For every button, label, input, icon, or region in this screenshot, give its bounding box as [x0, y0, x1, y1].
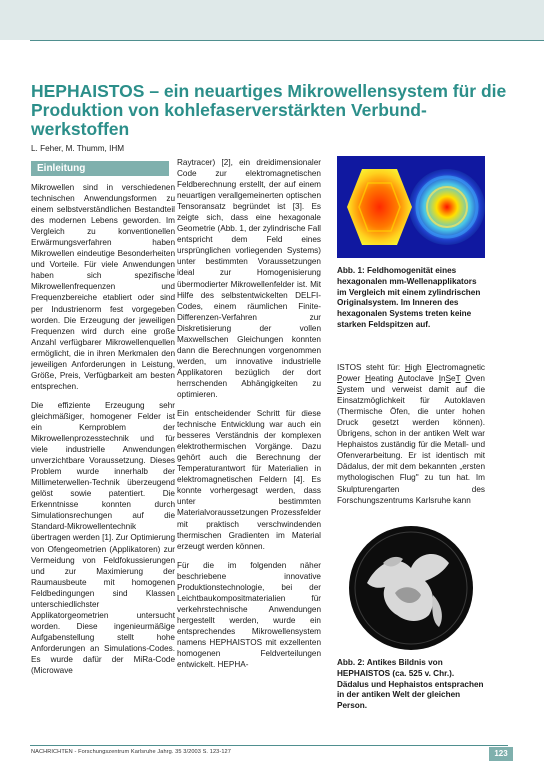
text-run: und verweist damit auf die Einsatzmöglichkeit für Autoklaven (Thermische Öfen, die unter hohen Druck gesetzt werden können). Übrigens, schon in der antiken Welt war Hephaistos zuständig für die Metall- und Ofenverarbeitung. Er ist identisch mit Dädalus, der mit dem bekannten „ersten mythologischen Flug" zu tun hat. Im Skulpturengarten des Forschungszentrums Karlsruhe kann [337, 385, 485, 505]
page-number: 123 [489, 747, 513, 761]
acronym-word-rest: n [441, 374, 446, 384]
column-1 [31, 182, 175, 684]
acronym-word-rest: eating [371, 374, 398, 384]
acronym-letter: S [337, 385, 343, 395]
paragraph: Für die im folgenden näher beschriebene innovative Produktionstechnologie, bei der Leichtbaukompositmaterialien für verkehrstechnische Anwendungen hergestellt werden, wurde ein entsprechendes Mikrowellensystem namens HEPHAISTOS mit exzellenten homogenen Feldverteilungen entwickelt. HEPHA- [177, 560, 321, 670]
paragraph: Raytracer) [2], ein dreidimensionaler Code zur elektromagnetischen Feldberechnung erstellt, der auf einem neuartigen verallgemeinerten optischen Tensoransatz begründet ist [3]. Es zeigte sich, dass eine hexagonale Geometrie (Abb. 1, der zylindrische Fall entspricht dem Feld eines ursprünglichen vorliegenden Systems) unter bestimmten Voraussetzungen ideal zur Homogenisierung übermodierter Mikrowellenfelder ist. Mit Hilfe des selbstentwickelten DELFI-Codes, einem räumlichen Finite-Differenzen-Verfahren zur Diskretisierung der vollen Maxwellschen Gleichungen konnten dann die Berechnungen vorgenommen werden, um innovative industrielle Applikatoren bezüglich der dort herrschenden Abhängigkeiten zu optimieren. [177, 158, 321, 399]
acronym-letter: T [455, 374, 461, 384]
footer-rule [30, 745, 508, 746]
acronym-word-rest: ven [471, 374, 485, 384]
column-3 [337, 362, 485, 514]
paragraph: Mikrowellen sind in verschiedenen technischen Anwendungsformen zu einem selbstverständlichen Bestandteil des modernen Lebens geworden. Im Vergleich zu konventionellen Erwärmungsverfahren haben Mikrowellen eindeutige Besonderheiten und Vorteile. Für viele Anwendungen haben sich spezifische Mikrowellenfrequenzen und Frequenzbereiche etabliert oder sind per Industrienorm fest vorgegeben worden. Die Erzeugung der jeweiligen Frequenzen wird durch eine große Anzahl verfügbarer Mikrowellenquellen ermöglicht, die in ihren Merkmalen den jeweiligen Anforderungen in Leistung, Größe, Preis, Verfügbarkeit am besten entsprechen. [31, 183, 175, 391]
acronym-word-rest: igh [410, 363, 427, 372]
acronym-letter: P [337, 374, 343, 384]
acronym-word-rest: utoclave [403, 374, 439, 384]
paragraph: Die effiziente Erzeugung sehr gleichmäßiger, homogener Felder ist ein Kernproblem der Mikrowellenprozesstechnik und für viele industrielle Anwendungen unverzichtbare Voraussetzung. Dieses Problem wurde innerhalb der Millimeterwellen-Technik überzeugend gelöst sowie patentiert. Die Erkenntnisse konnten durch Simulationsrechungen auf die Standard-Mikrowellentechnik übertragen werden [1]. Zur Optimierung von Ofengeometrien (Applikatoren) zur Vermeidung von Feldfokussierungen und zur Maximierung der Raumausbeute mit homogenen Feldbedingungen sind Klassen unterschiedlichster Applikatorgeometrien untersucht worden. Diese ingenieurmäßige Aufgabenstellung stellt hohe Anforderungen an Simulations-Codes. Es wurde dafür der MiRa-Code (Microwave [31, 400, 175, 676]
footer-citation: NACHRICHTEN - Forschungszentrum Karlsruhe Jahrg. 35 3/2003 S. 123-127 [31, 749, 231, 755]
acronym-word-rest: ystem [342, 385, 365, 395]
article-title: HEPHAISTOS – ein neuartiges Mikrowellensystem für die Produktion von kohlefaserverstärkten Verbund-werkstoffen [31, 81, 507, 139]
acronym-word-rest: ower [342, 374, 366, 384]
paragraph: Ein entscheidender Schritt für diese technische Entwicklung war auch ein besseres Verständnis der komplexen elektrothermischen Vorgänge. Dazu gehört auch die Berechnung der Temperaturantwort für Materialien in elektromagnetischen Feldern [4]. Es konnte vorhergesagt werden, dass unter bestimmten Materialvoraussetzungen Prozessfelder mit praktisch verschwindenden thermischen Gradienten im Material erzeugt werden können. [177, 409, 321, 551]
acronym-letter: H [365, 374, 372, 384]
figure-1-caption: Abb. 1: Feldhomogenität eines hexagonalen mm-Wellenapplikators im Vergleich mit einem zylindrischen Originalsystem. Im Inneren des hexagonalen Systems treten keine starken Feldspitzen auf. [337, 266, 481, 329]
figure-2-caption: Abb. 2: Antikes Bildnis von HEPHAISTOS (ca. 525 v. Chr.). Dädalus und Hephaistos entsprachen in der antiken Welt der gleichen Person. [337, 658, 484, 711]
acronym-letter: H [404, 363, 411, 372]
acronym-word-rest: lectromagnetic [431, 363, 486, 372]
acronym-word-rest: e [451, 374, 456, 384]
header-band [0, 0, 544, 40]
acronym-letter: S [445, 374, 452, 384]
section-heading: Einleitung [31, 161, 169, 176]
field-homogeneity-figure [337, 156, 485, 258]
paragraph [337, 362, 485, 506]
acronym-letter: O [465, 374, 472, 384]
acronym-letter: A [397, 374, 404, 384]
header-rule [30, 40, 544, 41]
acronym-letter: E [426, 363, 432, 372]
article-authors: L. Feher, M. Thumm, IHM [31, 144, 125, 153]
column-2 [177, 157, 321, 678]
acronym-letter: I [438, 374, 442, 384]
hephaistos-vase-image [337, 523, 485, 653]
text-run: ISTOS steht für: [337, 363, 405, 372]
